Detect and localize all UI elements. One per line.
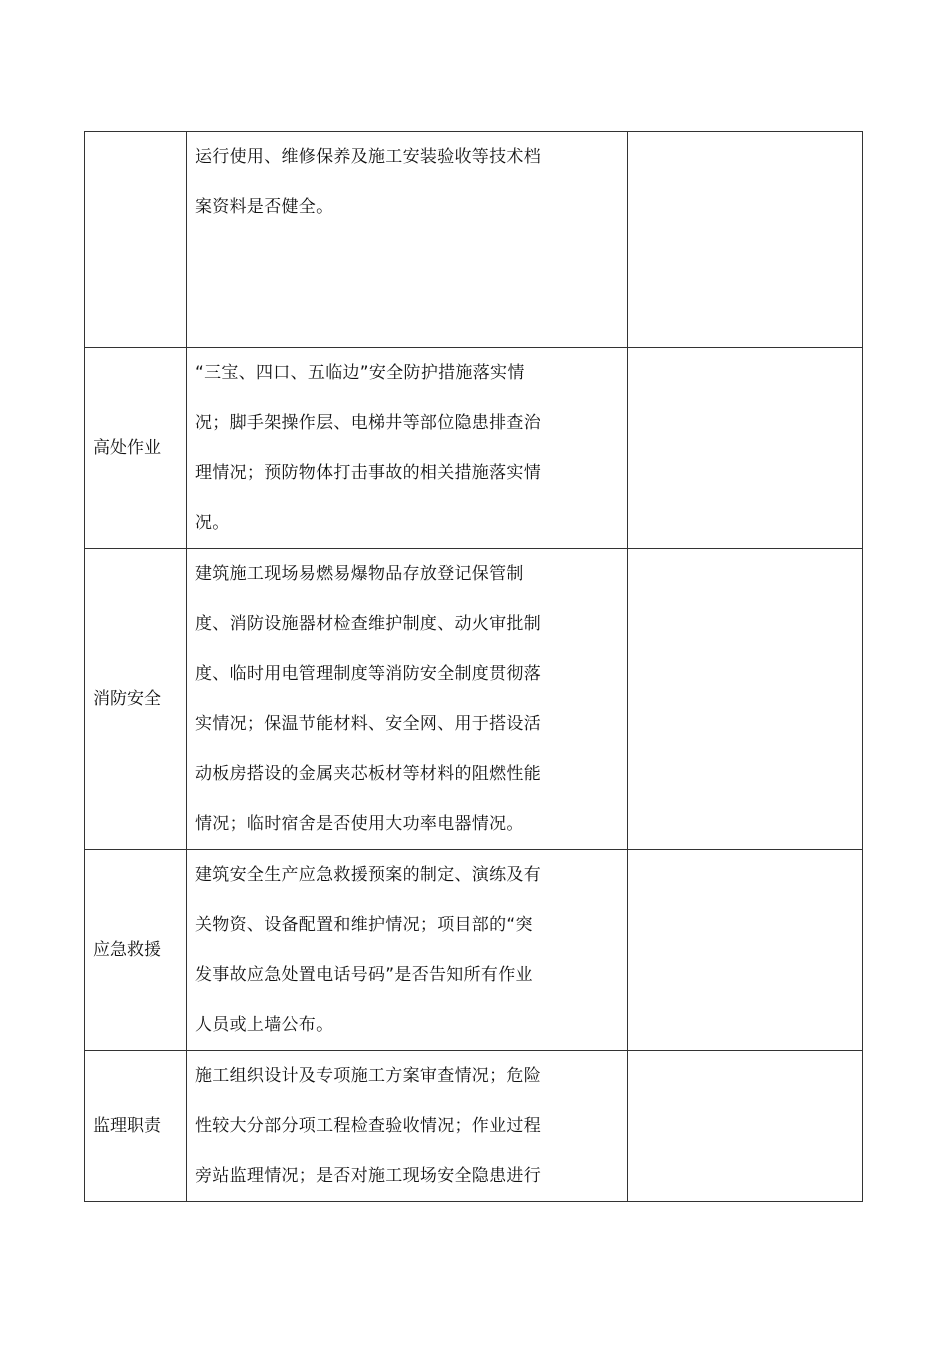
- content-line: 度、临时用电管理制度等消防安全制度贯彻落: [195, 664, 541, 684]
- content-line: 动板房搭设的金属夹芯板材等材料的阻燃性能: [195, 764, 541, 784]
- remark-cell: [628, 1051, 863, 1202]
- table-row: [85, 850, 863, 1051]
- category-label: 高处作业: [93, 438, 161, 458]
- table-row: [85, 549, 863, 850]
- category-cell: [85, 132, 187, 348]
- content-cell: [187, 850, 628, 1051]
- content-line: 建筑安全生产应急救援预案的制定、演练及有: [195, 865, 541, 885]
- content-line: 施工组织设计及专项施工方案审查情况；危险: [195, 1066, 541, 1086]
- content-line: 运行使用、维修保养及施工安装验收等技术档: [195, 147, 541, 167]
- inspection-table: [84, 131, 863, 1202]
- content-line: 性较大分部分项工程检查验收情况；作业过程: [195, 1116, 541, 1136]
- content-line: 旁站监理情况；是否对施工现场安全隐患进行: [195, 1166, 541, 1186]
- content-line: 案资料是否健全。: [195, 197, 334, 217]
- content-line: 实情况；保温节能材料、安全网、用于搭设活: [195, 714, 541, 734]
- content-cell: [187, 348, 628, 549]
- remark-cell: [628, 132, 863, 348]
- content-line: 关物资、设备配置和维护情况；项目部的“突: [195, 915, 533, 935]
- table-row: [85, 132, 863, 348]
- remark-cell: [628, 549, 863, 850]
- content-line: 况；脚手架操作层、电梯井等部位隐患排查治: [195, 413, 541, 433]
- category-cell: [85, 348, 187, 549]
- table-row: [85, 1051, 863, 1202]
- category-label: 应急救援: [93, 940, 161, 960]
- category-cell: [85, 1051, 187, 1202]
- category-label: 消防安全: [93, 689, 161, 709]
- category-cell: [85, 549, 187, 850]
- content-line: 况。: [195, 513, 230, 533]
- content-line: 人员或上墙公布。: [195, 1015, 334, 1035]
- content-line: 情况；临时宿舍是否使用大功率电器情况。: [195, 814, 524, 834]
- content-line: 发事故应急处置电话号码”是否告知所有作业: [195, 965, 533, 985]
- content-line: “三宝、四口、五临边”安全防护措施落实情: [195, 363, 525, 383]
- content-cell: [187, 1051, 628, 1202]
- category-cell: [85, 850, 187, 1051]
- content-cell: [187, 549, 628, 850]
- table-row: [85, 348, 863, 549]
- remark-cell: [628, 348, 863, 549]
- content-line: 度、消防设施器材检查维护制度、动火审批制: [195, 614, 541, 634]
- content-line: 理情况；预防物体打击事故的相关措施落实情: [195, 463, 541, 483]
- content-line: 建筑施工现场易燃易爆物品存放登记保管制: [195, 564, 524, 584]
- content-cell: [187, 132, 628, 348]
- remark-cell: [628, 850, 863, 1051]
- category-label: 监理职责: [93, 1116, 161, 1136]
